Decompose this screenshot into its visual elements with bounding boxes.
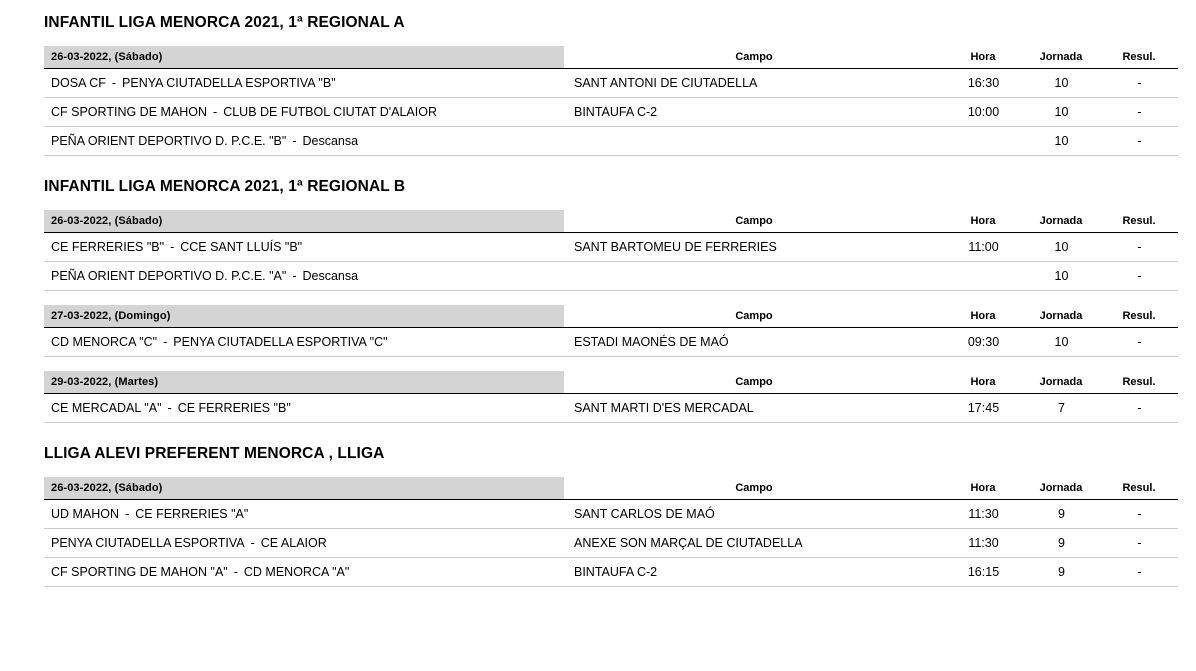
team-separator: - xyxy=(250,536,255,550)
table-row xyxy=(44,500,1178,529)
fixtures-table xyxy=(44,371,1178,423)
home-team: CE FERRERIES "B" xyxy=(51,240,165,254)
date-header: 26-03-2022, (Sábado) xyxy=(44,477,564,500)
column-header-campo: Campo xyxy=(564,305,944,328)
column-header-campo: Campo xyxy=(564,477,944,500)
match-hora: 17:45 xyxy=(944,394,1022,423)
team-separator: - xyxy=(167,401,172,415)
home-team: CE MERCADAL "A" xyxy=(51,401,162,415)
match-teams xyxy=(44,69,564,98)
match-resul: - xyxy=(1100,262,1178,291)
away-team: CCE SANT LLUÍS "B" xyxy=(180,240,303,254)
column-header-resul: Resul. xyxy=(1100,371,1178,394)
team-separator: - xyxy=(292,134,297,148)
match-resul: - xyxy=(1100,529,1178,558)
match-campo: ESTADI MAONÉS DE MAÓ xyxy=(564,328,944,357)
match-teams xyxy=(44,98,564,127)
home-team: DOSA CF xyxy=(51,76,106,90)
column-header-resul: Resul. xyxy=(1100,46,1178,69)
match-campo xyxy=(564,262,944,291)
fixtures-table xyxy=(44,46,1178,156)
team-separator: - xyxy=(125,507,130,521)
match-hora: 11:30 xyxy=(944,500,1022,529)
match-teams xyxy=(44,127,564,156)
column-header-jornada: Jornada xyxy=(1022,477,1100,500)
match-campo xyxy=(564,127,944,156)
home-team: UD MAHON xyxy=(51,507,120,521)
match-resul: - xyxy=(1100,127,1178,156)
match-campo: ANEXE SON MARÇAL DE CIUTADELLA xyxy=(564,529,944,558)
away-team: CE FERRERIES "B" xyxy=(177,401,291,415)
column-header-campo: Campo xyxy=(564,210,944,233)
match-jornada: 10 xyxy=(1022,98,1100,127)
away-team: CE ALAIOR xyxy=(260,536,327,550)
team-separator: - xyxy=(111,76,117,90)
fixtures-table xyxy=(44,305,1178,357)
match-resul: - xyxy=(1100,328,1178,357)
home-team: PEÑA ORIENT DEPORTIVO D. P.C.E. "B" xyxy=(51,134,287,148)
match-jornada: 10 xyxy=(1022,328,1100,357)
match-jornada: 10 xyxy=(1022,127,1100,156)
match-teams xyxy=(44,529,564,558)
match-campo: BINTAUFA C-2 xyxy=(564,558,944,587)
match-campo: SANT CARLOS DE MAÓ xyxy=(564,500,944,529)
team-separator: - xyxy=(163,335,168,349)
column-header-resul: Resul. xyxy=(1100,210,1178,233)
match-resul: - xyxy=(1100,69,1178,98)
table-row xyxy=(44,98,1178,127)
match-hora: 16:15 xyxy=(944,558,1022,587)
competition-title: LLIGA ALEVI PREFERENT MENORCA , LLIGA xyxy=(44,445,385,462)
match-resul: - xyxy=(1100,98,1178,127)
date-header: 26-03-2022, (Sábado) xyxy=(44,210,564,233)
match-hora: 11:30 xyxy=(944,529,1022,558)
match-teams xyxy=(44,500,564,529)
column-header-hora: Hora xyxy=(944,210,1022,233)
match-hora: 11:00 xyxy=(944,233,1022,262)
team-separator: - xyxy=(292,269,297,283)
column-header-jornada: Jornada xyxy=(1022,46,1100,69)
date-header: 26-03-2022, (Sábado) xyxy=(44,46,564,69)
table-row xyxy=(44,328,1178,357)
column-header-hora: Hora xyxy=(944,46,1022,69)
away-team: PENYA CIUTADELLA ESPORTIVA "C" xyxy=(173,335,388,349)
column-header-hora: Hora xyxy=(944,477,1022,500)
table-row xyxy=(44,262,1178,291)
fixtures-table xyxy=(44,477,1178,587)
column-header-hora: Hora xyxy=(944,371,1022,394)
home-team: CF SPORTING DE MAHON "A" xyxy=(51,565,228,579)
team-separator: - xyxy=(213,105,218,119)
column-header-jornada: Jornada xyxy=(1022,305,1100,328)
match-jornada: 10 xyxy=(1022,69,1100,98)
match-teams xyxy=(44,394,564,423)
competition-block xyxy=(44,178,1156,423)
table-row xyxy=(44,233,1178,262)
home-team: CD MENORCA "C" xyxy=(51,335,158,349)
match-teams xyxy=(44,328,564,357)
competition-title: INFANTIL LIGA MENORCA 2021, 1ª REGIONAL B xyxy=(44,178,406,195)
day-group xyxy=(44,371,1156,423)
date-header: 29-03-2022, (Martes) xyxy=(44,371,564,394)
day-group xyxy=(44,210,1156,291)
match-hora xyxy=(944,127,1022,156)
match-teams xyxy=(44,558,564,587)
match-jornada: 9 xyxy=(1022,529,1100,558)
away-team: PENYA CIUTADELLA ESPORTIVA "B" xyxy=(122,76,336,90)
match-campo: SANT BARTOMEU DE FERRERIES xyxy=(564,233,944,262)
team-separator: - xyxy=(170,240,175,254)
home-team: PEÑA ORIENT DEPORTIVO D. P.C.E. "A" xyxy=(51,269,287,283)
match-resul: - xyxy=(1100,500,1178,529)
away-team: Descansa xyxy=(302,134,359,148)
team-separator: - xyxy=(233,565,238,579)
home-team: PENYA CIUTADELLA ESPORTIVA xyxy=(51,536,245,550)
column-header-campo: Campo xyxy=(564,46,944,69)
match-resul: - xyxy=(1100,394,1178,423)
table-row xyxy=(44,394,1178,423)
day-group xyxy=(44,305,1156,357)
table-row xyxy=(44,69,1178,98)
column-header-resul: Resul. xyxy=(1100,305,1178,328)
match-hora xyxy=(944,262,1022,291)
away-team: CLUB DE FUTBOL CIUTAT D'ALAIOR xyxy=(223,105,437,119)
away-team: Descansa xyxy=(302,269,359,283)
match-resul: - xyxy=(1100,233,1178,262)
column-header-campo: Campo xyxy=(564,371,944,394)
column-header-hora: Hora xyxy=(944,305,1022,328)
table-row xyxy=(44,558,1178,587)
match-jornada: 7 xyxy=(1022,394,1100,423)
competition-title: INFANTIL LIGA MENORCA 2021, 1ª REGIONAL A xyxy=(44,14,405,31)
away-team: CE FERRERIES "A" xyxy=(135,507,249,521)
column-header-jornada: Jornada xyxy=(1022,210,1100,233)
match-teams xyxy=(44,262,564,291)
day-group xyxy=(44,46,1156,156)
competition-block xyxy=(44,445,1156,587)
match-hora: 09:30 xyxy=(944,328,1022,357)
match-teams xyxy=(44,233,564,262)
table-row xyxy=(44,529,1178,558)
column-header-resul: Resul. xyxy=(1100,477,1178,500)
match-jornada: 9 xyxy=(1022,558,1100,587)
column-header-jornada: Jornada xyxy=(1022,371,1100,394)
home-team: CF SPORTING DE MAHON xyxy=(51,105,208,119)
date-header: 27-03-2022, (Domingo) xyxy=(44,305,564,328)
match-resul: - xyxy=(1100,558,1178,587)
table-row xyxy=(44,127,1178,156)
match-hora: 16:30 xyxy=(944,69,1022,98)
day-group xyxy=(44,477,1156,587)
match-campo: BINTAUFA C-2 xyxy=(564,98,944,127)
match-jornada: 9 xyxy=(1022,500,1100,529)
match-hora: 10:00 xyxy=(944,98,1022,127)
competition-block xyxy=(44,14,1156,156)
away-team: CD MENORCA "A" xyxy=(243,565,350,579)
match-jornada: 10 xyxy=(1022,233,1100,262)
fixtures-table xyxy=(44,210,1178,291)
match-campo: SANT ANTONI DE CIUTADELLA xyxy=(564,69,944,98)
match-campo: SANT MARTI D'ES MERCADAL xyxy=(564,394,944,423)
match-jornada: 10 xyxy=(1022,262,1100,291)
